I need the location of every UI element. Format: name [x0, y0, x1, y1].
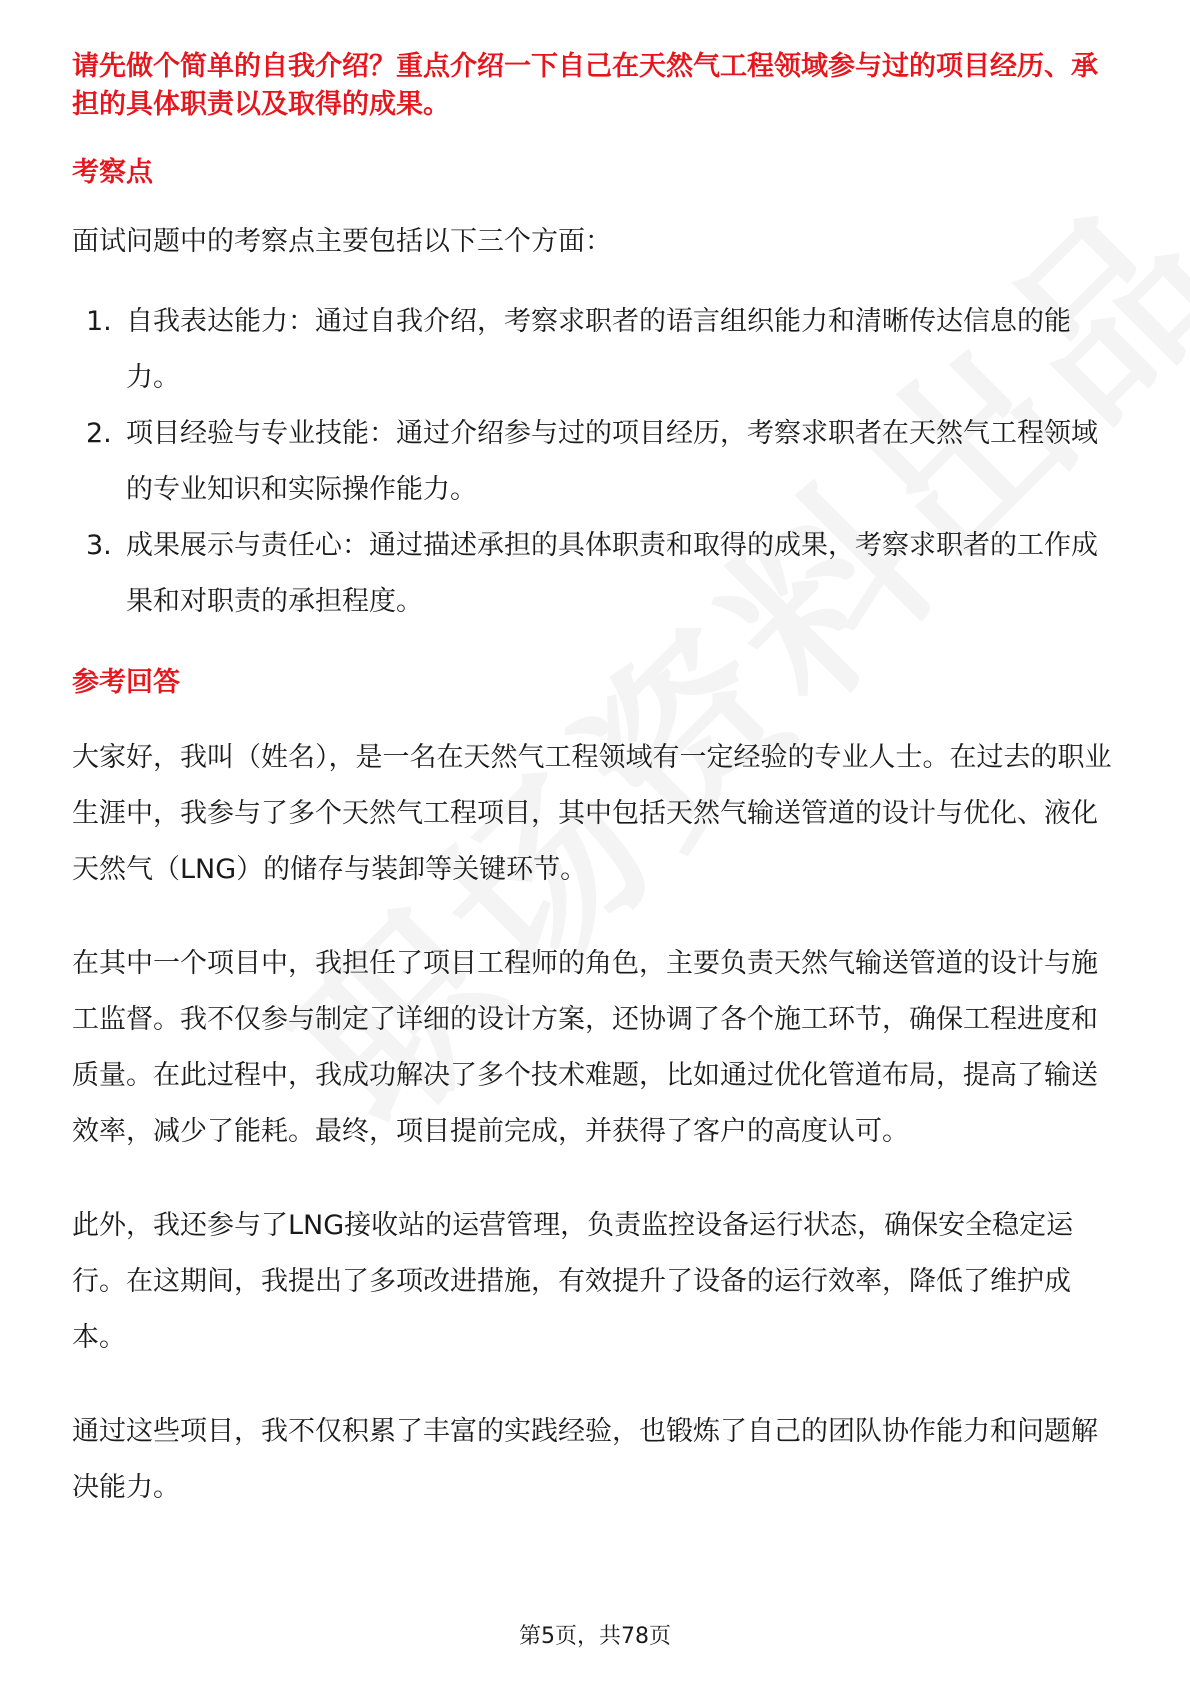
list-item-text: 成果展示与责任心：通过描述承担的具体职责和取得的成果，考察求职者的工作成果和对职责的承担程度。	[126, 530, 1098, 617]
list-item	[72, 518, 1122, 630]
page-number-footer: 第5页，共78页	[519, 1624, 671, 1649]
list-item-number: 3.	[86, 530, 112, 561]
document-page	[72, 48, 1122, 1516]
section-title-answer: 参考回答	[72, 667, 180, 698]
answer-paragraph: 通过这些项目，我不仅积累了丰富的实践经验，也锻炼了自己的团队协作能力和问题解决能力。	[72, 1416, 1098, 1503]
points-list	[72, 294, 1122, 630]
section-title-points: 考察点	[72, 157, 153, 188]
list-item-number: 1.	[86, 306, 112, 337]
answer-paragraph: 在其中一个项目中，我担任了项目工程师的角色，主要负责天然气输送管道的设计与施工监督。我不仅参与制定了详细的设计方案，还协调了各个施工环节，确保工程进度和质量。在此过程中，我成功解决了多个技术难题，比如通过优化管道布局，提高了输送效率，减少了能耗。最终，项目提前完成，并获得了客户的高度认可。	[72, 948, 1098, 1147]
interview-question: 请先做个简单的自我介绍？重点介绍一下自己在天然气工程领域参与过的项目经历、承担的具体职责以及取得的成果。	[72, 51, 1098, 120]
list-item-number: 2.	[86, 418, 112, 449]
list-item-text: 项目经验与专业技能：通过介绍参与过的项目经历，考察求职者在天然气工程领域的专业知识和实际操作能力。	[126, 418, 1098, 505]
list-item-text: 自我表达能力：通过自我介绍，考察求职者的语言组织能力和清晰传达信息的能力。	[126, 306, 1071, 393]
answer-paragraph: 大家好，我叫（姓名），是一名在天然气工程领域有一定经验的专业人士。在过去的职业生涯中，我参与了多个天然气工程项目，其中包括天然气输送管道的设计与优化、液化天然气（LNG）的储存与装卸等关键环节。	[72, 742, 1112, 885]
list-item	[72, 406, 1122, 518]
answer-paragraph: 此外，我还参与了LNG接收站的运营管理，负责监控设备运行状态，确保安全稳定运行。在这期间，我提出了多项改进措施，有效提升了设备的运行效率，降低了维护成本。	[72, 1210, 1074, 1353]
points-intro: 面试问题中的考察点主要包括以下三个方面：	[72, 226, 612, 257]
list-item	[72, 294, 1122, 406]
